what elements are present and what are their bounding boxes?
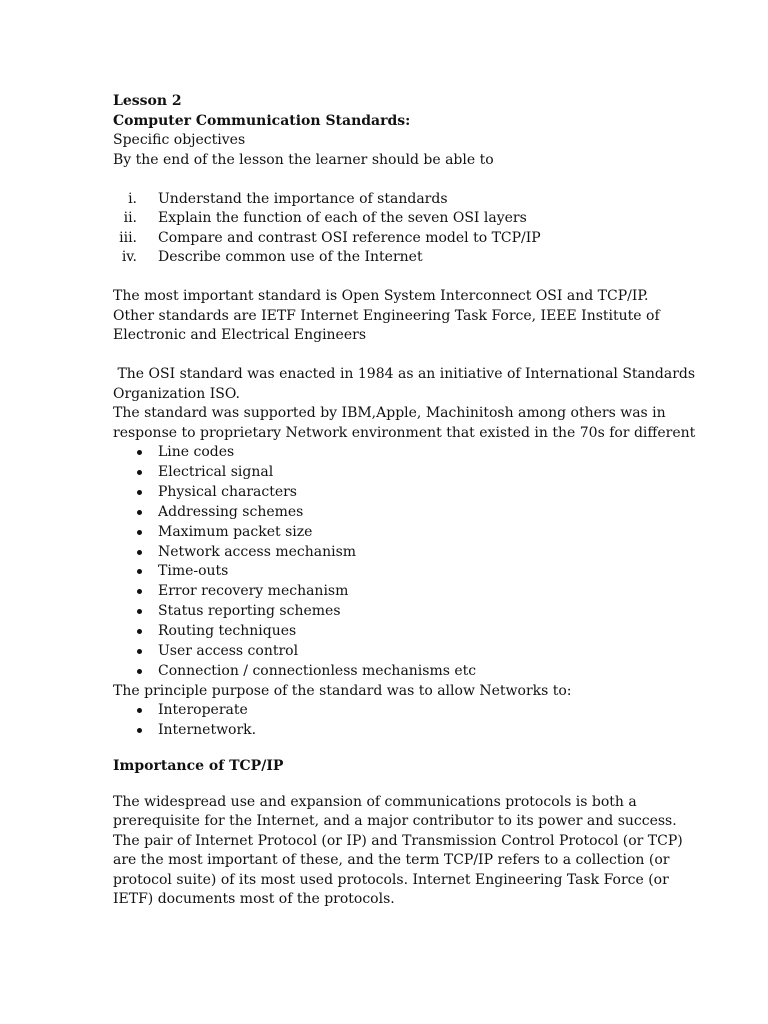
bullet-list-purpose <box>113 701 673 741</box>
list-item <box>113 463 673 483</box>
purpose-text: The principle purpose of the standard was to allow Networks to: <box>113 682 572 699</box>
list-item-text: Line codes <box>158 444 235 460</box>
section-heading: Importance of TCP/IP <box>113 758 284 775</box>
list-item-text: Error recovery mechanism <box>158 583 349 600</box>
paragraph-line: The pair of Internet Protocol (or IP) and Transmission Control Protocol (or TCP) <box>113 832 683 849</box>
list-item <box>113 229 673 249</box>
list-item-text: Physical characters <box>158 483 297 500</box>
list-item <box>113 209 673 229</box>
list-item-text: Addressing schemes <box>158 503 304 520</box>
list-item <box>113 622 673 642</box>
bullet-icon <box>137 490 142 495</box>
paragraph-standards <box>113 287 673 346</box>
paragraph-line: Other standards are IETF Internet Engineering Task Force, IEEE Institute of <box>113 307 660 324</box>
paragraph-line: protocol suite) of its most used protocols. Internet Engineering Task Force (or <box>113 871 669 888</box>
list-item <box>113 190 673 210</box>
list-item <box>113 483 673 503</box>
bullet-icon <box>137 649 142 654</box>
list-item <box>113 662 673 682</box>
objectives-label: Specific objectives <box>113 132 246 148</box>
bullet-icon <box>137 728 142 733</box>
list-number: iv. <box>121 249 137 265</box>
paragraph-line: The OSI standard was enacted in 1984 as an initiative of International Standards <box>113 366 696 382</box>
lesson-subtitle: Computer Communication Standards: <box>113 112 411 129</box>
list-item <box>113 602 673 622</box>
list-item-text: Time-outs <box>158 563 229 580</box>
list-item <box>113 443 673 463</box>
list-item-text: Compare and contrast OSI reference model to TCP/IP <box>158 229 541 246</box>
list-item-text: Interoperate <box>158 702 248 719</box>
spacer <box>113 741 673 757</box>
paragraph-line: are the most important of these, and the term TCP/IP refers to a collection (or <box>113 852 670 869</box>
list-item <box>113 642 673 662</box>
list-item <box>113 543 673 563</box>
paragraph-line: Electronic and Electrical Engineers <box>113 327 367 343</box>
list-item-text: Describe common use of the Internet <box>158 249 423 265</box>
list-item <box>113 721 673 741</box>
bullet-icon <box>137 609 142 614</box>
paragraph-line: response to proprietary Network environment that existed in the 70s for different <box>113 424 696 441</box>
paragraph-tcpip <box>113 793 683 910</box>
list-item <box>113 582 673 602</box>
document-page <box>113 92 696 910</box>
bullet-icon <box>137 510 142 515</box>
list-item-text: Status reporting schemes <box>158 603 341 620</box>
paragraph-line: The standard was supported by IBM,Apple, Machinitosh among others was in <box>113 405 666 421</box>
bullet-icon <box>137 569 142 574</box>
bullet-icon <box>137 530 142 535</box>
list-item-text: User access control <box>158 643 299 660</box>
objectives-list <box>113 190 673 268</box>
bullet-icon <box>137 669 142 674</box>
list-item-text: Connection / connectionless mechanisms etc <box>158 662 477 679</box>
list-item-text: Internetwork. <box>158 722 257 739</box>
spacer <box>113 777 673 793</box>
list-item-text: Understand the importance of standards <box>158 190 448 207</box>
spacer <box>113 268 673 288</box>
spacer <box>113 346 673 366</box>
list-number: iii. <box>119 229 137 246</box>
bullet-icon <box>137 470 142 475</box>
spacer <box>113 170 673 190</box>
bullet-icon <box>137 450 142 455</box>
list-number: i. <box>128 190 137 207</box>
list-number: ii. <box>123 210 137 226</box>
list-item-text: Routing techniques <box>158 623 297 640</box>
list-item <box>113 523 673 543</box>
list-item <box>113 248 673 268</box>
list-item-text: Network access mechanism <box>158 543 357 560</box>
paragraph-line: The most important standard is Open System Interconnect OSI and TCP/IP. <box>113 288 649 304</box>
paragraph-line: prerequisite for the Internet, and a major contributor to its power and success. <box>113 813 677 830</box>
bullet-icon <box>137 589 142 594</box>
list-item-text: Electrical signal <box>158 463 274 480</box>
bullet-icon <box>137 629 142 634</box>
bullet-icon <box>137 550 142 555</box>
list-item-text: Explain the function of each of the seven OSI layers <box>158 210 527 226</box>
objectives-intro: By the end of the lesson the learner should be able to <box>113 151 494 168</box>
paragraph-line: IETF) documents most of the protocols. <box>113 891 395 908</box>
bullet-list-features <box>113 443 673 682</box>
lesson-title: Lesson 2 <box>113 93 182 109</box>
bullet-icon <box>137 708 142 713</box>
list-item <box>113 562 673 582</box>
list-item-text: Maximum packet size <box>158 523 313 540</box>
paragraph-line: The widespread use and expansion of communications protocols is both a <box>113 793 637 810</box>
list-item <box>113 701 673 721</box>
paragraph-line: Organization ISO. <box>113 385 240 402</box>
list-item <box>113 503 673 523</box>
paragraph-osi <box>113 365 696 443</box>
